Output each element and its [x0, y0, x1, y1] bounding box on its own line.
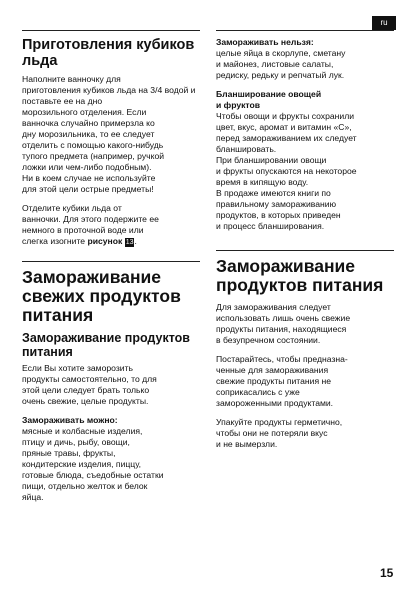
left-column — [22, 30, 200, 511]
figure-reference-number: 13 — [125, 239, 134, 246]
cannot-freeze-label: Замораживать нельзя: — [216, 37, 314, 47]
fresh-food-freezing-heading: Замораживание свежих продуктов питания — [22, 267, 181, 325]
fraction-three-quarters: 3/4 — [150, 85, 163, 95]
ice-cubes-paragraph-2 — [22, 203, 200, 247]
section-divider — [216, 250, 394, 251]
freezing-paragraph-3: Упакуйте продукты герметично, чтобы они не потеряли вкус и не вымерзли. — [216, 417, 343, 449]
section-divider — [22, 30, 200, 31]
ice-cubes-paragraph-1-part-a: Наполните ванночку для приготовления кубиков льда на — [22, 74, 148, 95]
section-divider — [22, 261, 200, 262]
figure-reference-label: рисунок — [87, 236, 123, 246]
food-freezing-paragraph: Если Вы хотите заморозить продукты самостоятельно, то для этой цели следует брать только очень свежие, целые продукты. — [22, 363, 157, 406]
blanching-paragraph: Чтобы овощи и фрукты сохранили цвет, вкус, аромат и витамин «С», перед замораживанием их следует бланшировать. При бланшировании овощи и фрукты опускаются на некоторое время в кипящую воду. В продаже имеются книги по правильному замораживанию продуктов, в которых приведен и процесс бланширования. — [216, 111, 357, 231]
cannot-freeze-list: целые яйца в скорлупе, сметану и майонез, листовые салаты, редиску, редьку и репчатый лук. — [216, 48, 346, 80]
ice-cubes-paragraph-1 — [22, 74, 200, 195]
ice-cubes-paragraph-1-part-b: водой и поставьте ее на дно морозильного отделения. Если ванночка случайно примерзла ко дну морозильника, то ее следует отделить с помощью какого-нибудь тупого предмета (например, ручкой ложки или чем-либо подобным). Ни в коем случае не используйте для этой цели острые предметы! — [22, 85, 196, 194]
food-freezing-subheading: Замораживание продуктов питания — [22, 331, 190, 359]
ice-cubes-heading: Приготовления кубиков льда — [22, 37, 195, 69]
page-number: 15 — [380, 566, 394, 580]
right-column — [216, 30, 394, 458]
ice-cubes-paragraph-2-end: . — [134, 236, 137, 246]
freezing-food-heading: Замораживание продуктов питания — [216, 256, 384, 295]
can-freeze-label: Замораживать можно: — [22, 415, 118, 425]
freezing-paragraph-2: Постарайтесь, чтобы предназна- ченные для замораживания свежие продукты питания не соприкасались с уже замороженными продуктами. — [216, 354, 348, 408]
ice-cubes-paragraph-2-part-a: Отделите кубики льда от ванночки. Для этого подержите ее немного в проточной воде или слегка изогните — [22, 203, 159, 246]
can-freeze-list: мясные и колбасные изделия, птицу и дичь, рыбу, овощи, пряные травы, фрукты, кондитерские изделия, пиццу, готовые блюда, съедобные остатки пищи, отдельно желток и белок яйца. — [22, 426, 164, 502]
freezing-paragraph-1: Для замораживания следует использовать лишь очень свежие продукты питания, находящиеся в безупречном состоянии. — [216, 302, 351, 345]
language-badge: ru — [372, 16, 396, 30]
blanching-heading: Бланширование овощей и фруктов — [216, 89, 322, 110]
